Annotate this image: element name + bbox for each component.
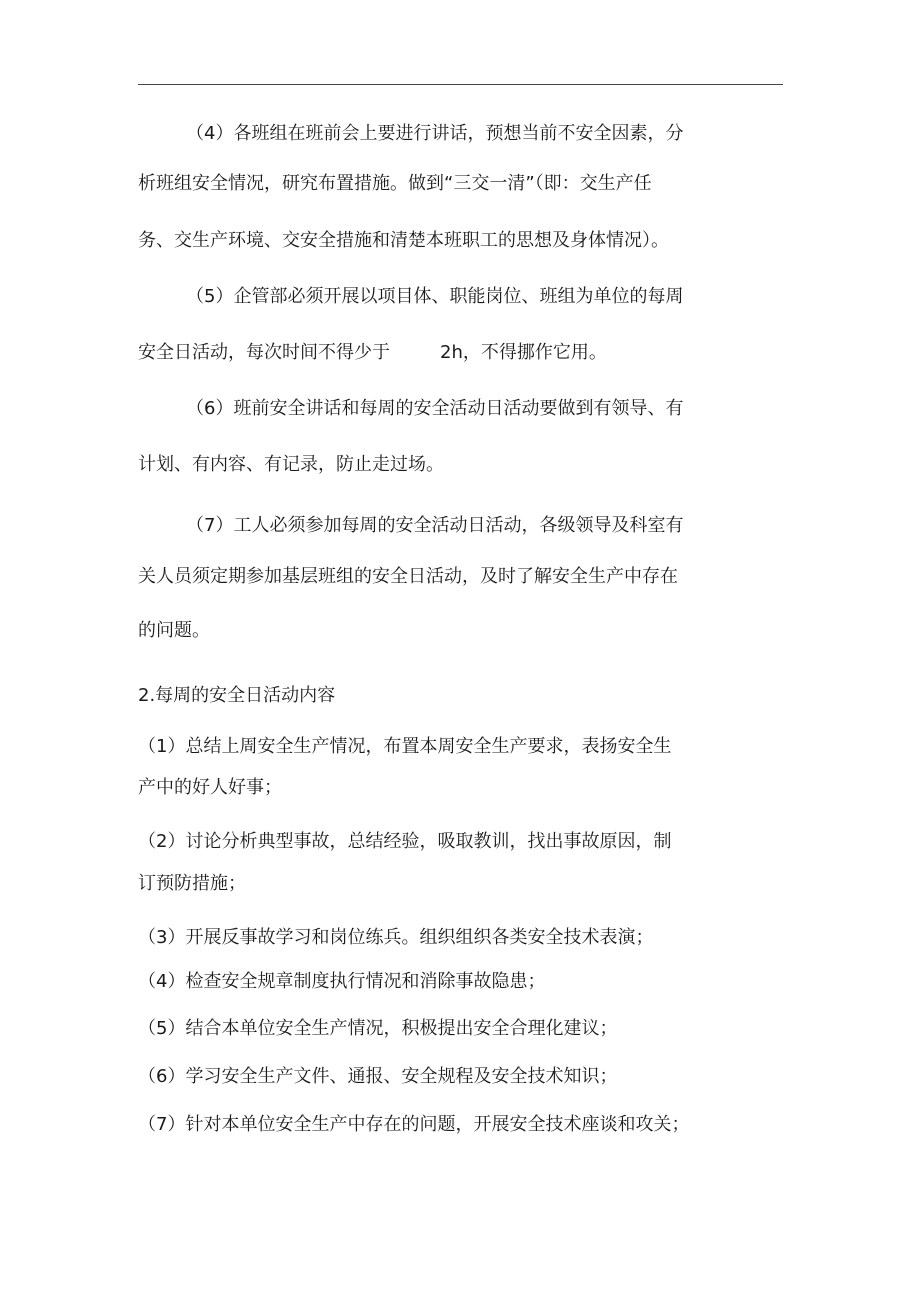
section-heading: 2.每周的安全日活动内容 (138, 685, 336, 706)
list-item-1-line-2: 产中的好人好事； (138, 777, 282, 798)
list-item-5: （5）结合本单位安全生产情况，积极提出安全合理化建议； (138, 1018, 618, 1039)
list-item-7: （7）针对本单位安全生产中存在的问题，开展安全技术座谈和攻关； (138, 1114, 690, 1135)
paragraph-7-line-1: （7）工人必须参加每周的安全活动日活动，各级领导及科室有 (186, 515, 684, 536)
list-item-3: （3）开展反事故学习和岗位练兵。组织组织各类安全技术表演； (138, 927, 654, 948)
header-rule (138, 84, 783, 85)
list-item-2-line-2: 订预防措施； (138, 873, 246, 894)
paragraph-4-line-2: 析班组安全情况，研究布置措施。做到“三交一清”（即：交生产任 (138, 173, 652, 194)
paragraph-5-line-2-part-2: 2h，不得挪作它用。 (440, 342, 607, 363)
paragraph-4-line-1: （4）各班组在班前会上要进行讲话，预想当前不安全因素，分 (186, 123, 684, 144)
paragraph-4-line-3: 务、交生产环境、交安全措施和清楚本班职工的思想及身体情况）。 (138, 230, 669, 251)
paragraph-5-line-2-part-1: 安全日活动，每次时间不得少于 (138, 342, 390, 363)
list-item-1-line-1: （1）总结上周安全生产情况，布置本周安全生产要求，表扬安全生 (138, 736, 672, 757)
paragraph-6-line-2: 计划、有内容、有记录，防止走过场。 (138, 454, 444, 475)
list-item-2-line-1: （2）讨论分析典型事故，总结经验，吸取教训，找出事故原因，制 (138, 831, 672, 852)
paragraph-7-line-3: 的问题。 (138, 620, 210, 641)
paragraph-6-line-1: （6）班前安全讲话和每周的安全活动日活动要做到有领导、有 (186, 398, 684, 419)
list-item-4: （4）检查安全规章制度执行情况和消除事故隐患； (138, 971, 546, 992)
paragraph-7-line-2: 关人员须定期参加基层班组的安全日活动，及时了解安全生产中存在 (138, 566, 678, 587)
paragraph-5-line-1: （5）企管部必须开展以项目体、职能岗位、班组为单位的每周 (186, 286, 684, 307)
list-item-6: （6）学习安全生产文件、通报、安全规程及安全技术知识； (138, 1066, 618, 1087)
paragraph-5-line-2 (138, 341, 798, 365)
